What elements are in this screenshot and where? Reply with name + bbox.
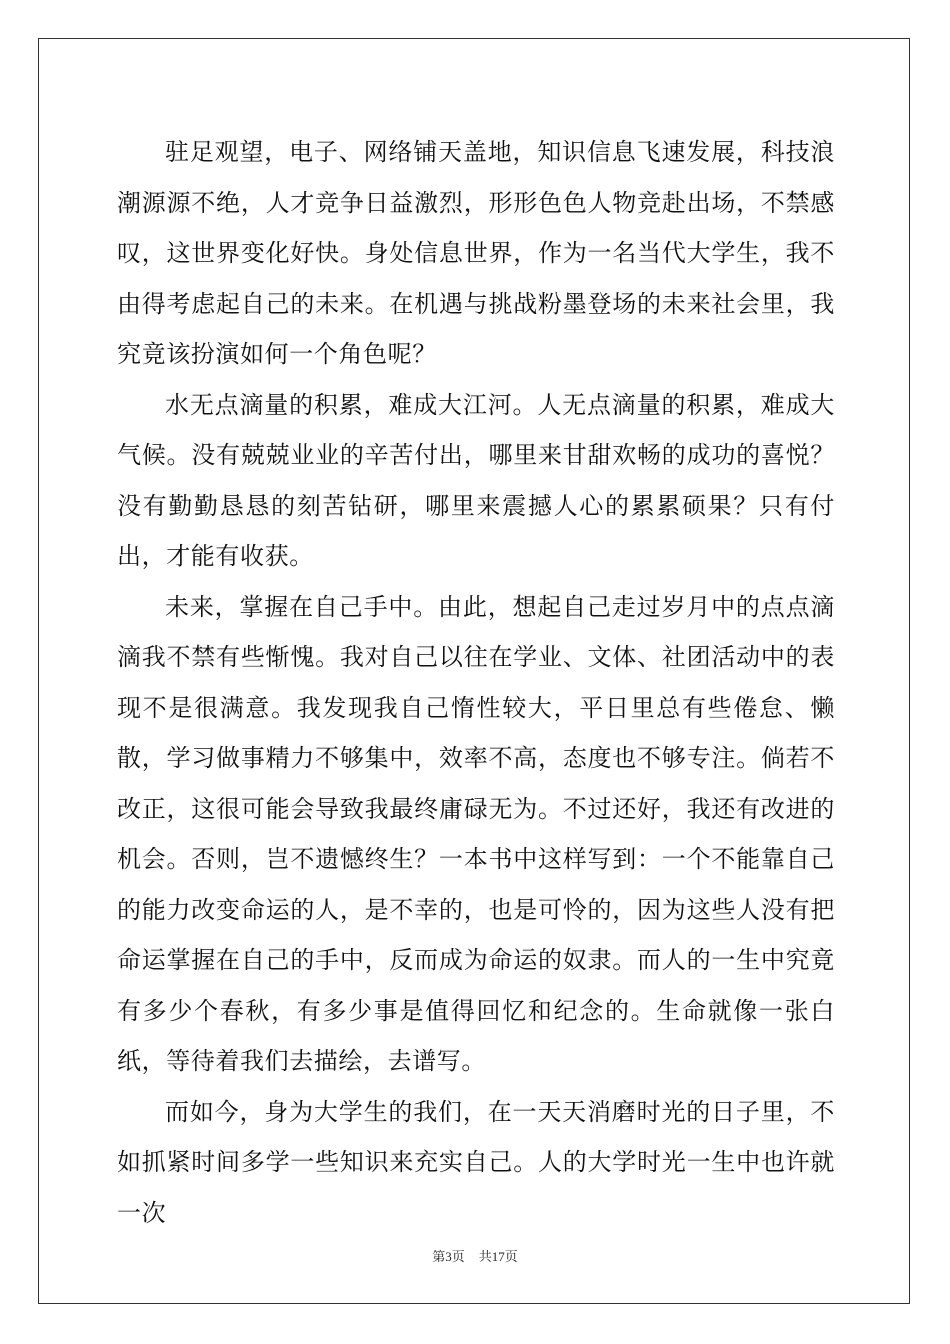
page-total: 共17页 [478, 1249, 518, 1264]
document-body [117, 127, 835, 1238]
paragraph-2: 水无点滴量的积累，难成大江河。人无点滴量的积累，难成大气候。没有兢兢业业的辛苦付出，哪里来甘甜欢畅的成功的喜悦？没有勤勤恳恳的刻苦钻研，哪里来震撼人心的累累硕果？只有付出，才能有收获。 [117, 390, 835, 570]
paragraph-1: 驻足观望，电子、网络铺天盖地，知识信息飞速发展，科技浪潮源源不绝，人才竞争日益激烈，形形色色人物竞赴出场，不禁感叹，这世界变化好快。身处信息世界，作为一名当代大学生，我不由得考虑起自己的未来。在机遇与挑战粉墨登场的未来社会里，我究竟该扮演如何一个角色呢？ [117, 138, 835, 368]
page-footer [0, 1246, 950, 1265]
paragraph-4: 而如今，身为大学生的我们，在一天天消磨时光的日子里，不如抓紧时间多学一些知识来充实自己。人的大学时光一生中也许就一次 [117, 1097, 835, 1227]
page-number: 第3页 [432, 1249, 465, 1264]
paragraph-3: 未来，掌握在自己手中。由此，想起自己走过岁月中的点点滴滴我不禁有些惭愧。我对自己以往在学业、文体、社团活动中的表现不是很满意。我发现我自己惰性较大，平日里总有些倦怠、懒散，学习做事精力不够集中，效率不高，态度也不够专注。倘若不改正，这很可能会导致我最终庸碌无为。不过还好，我还有改进的机会。否则，岂不遗憾终生？一本书中这样写到：一个不能靠自己的能力改变命运的人，是不幸的，也是可怜的，因为这些人没有把命运掌握在自己的手中，反而成为命运的奴隶。而人的一生中究竟有多少个春秋，有多少事是值得回忆和纪念的。生命就像一张白纸，等待着我们去描绘，去谱写。 [117, 592, 835, 1075]
